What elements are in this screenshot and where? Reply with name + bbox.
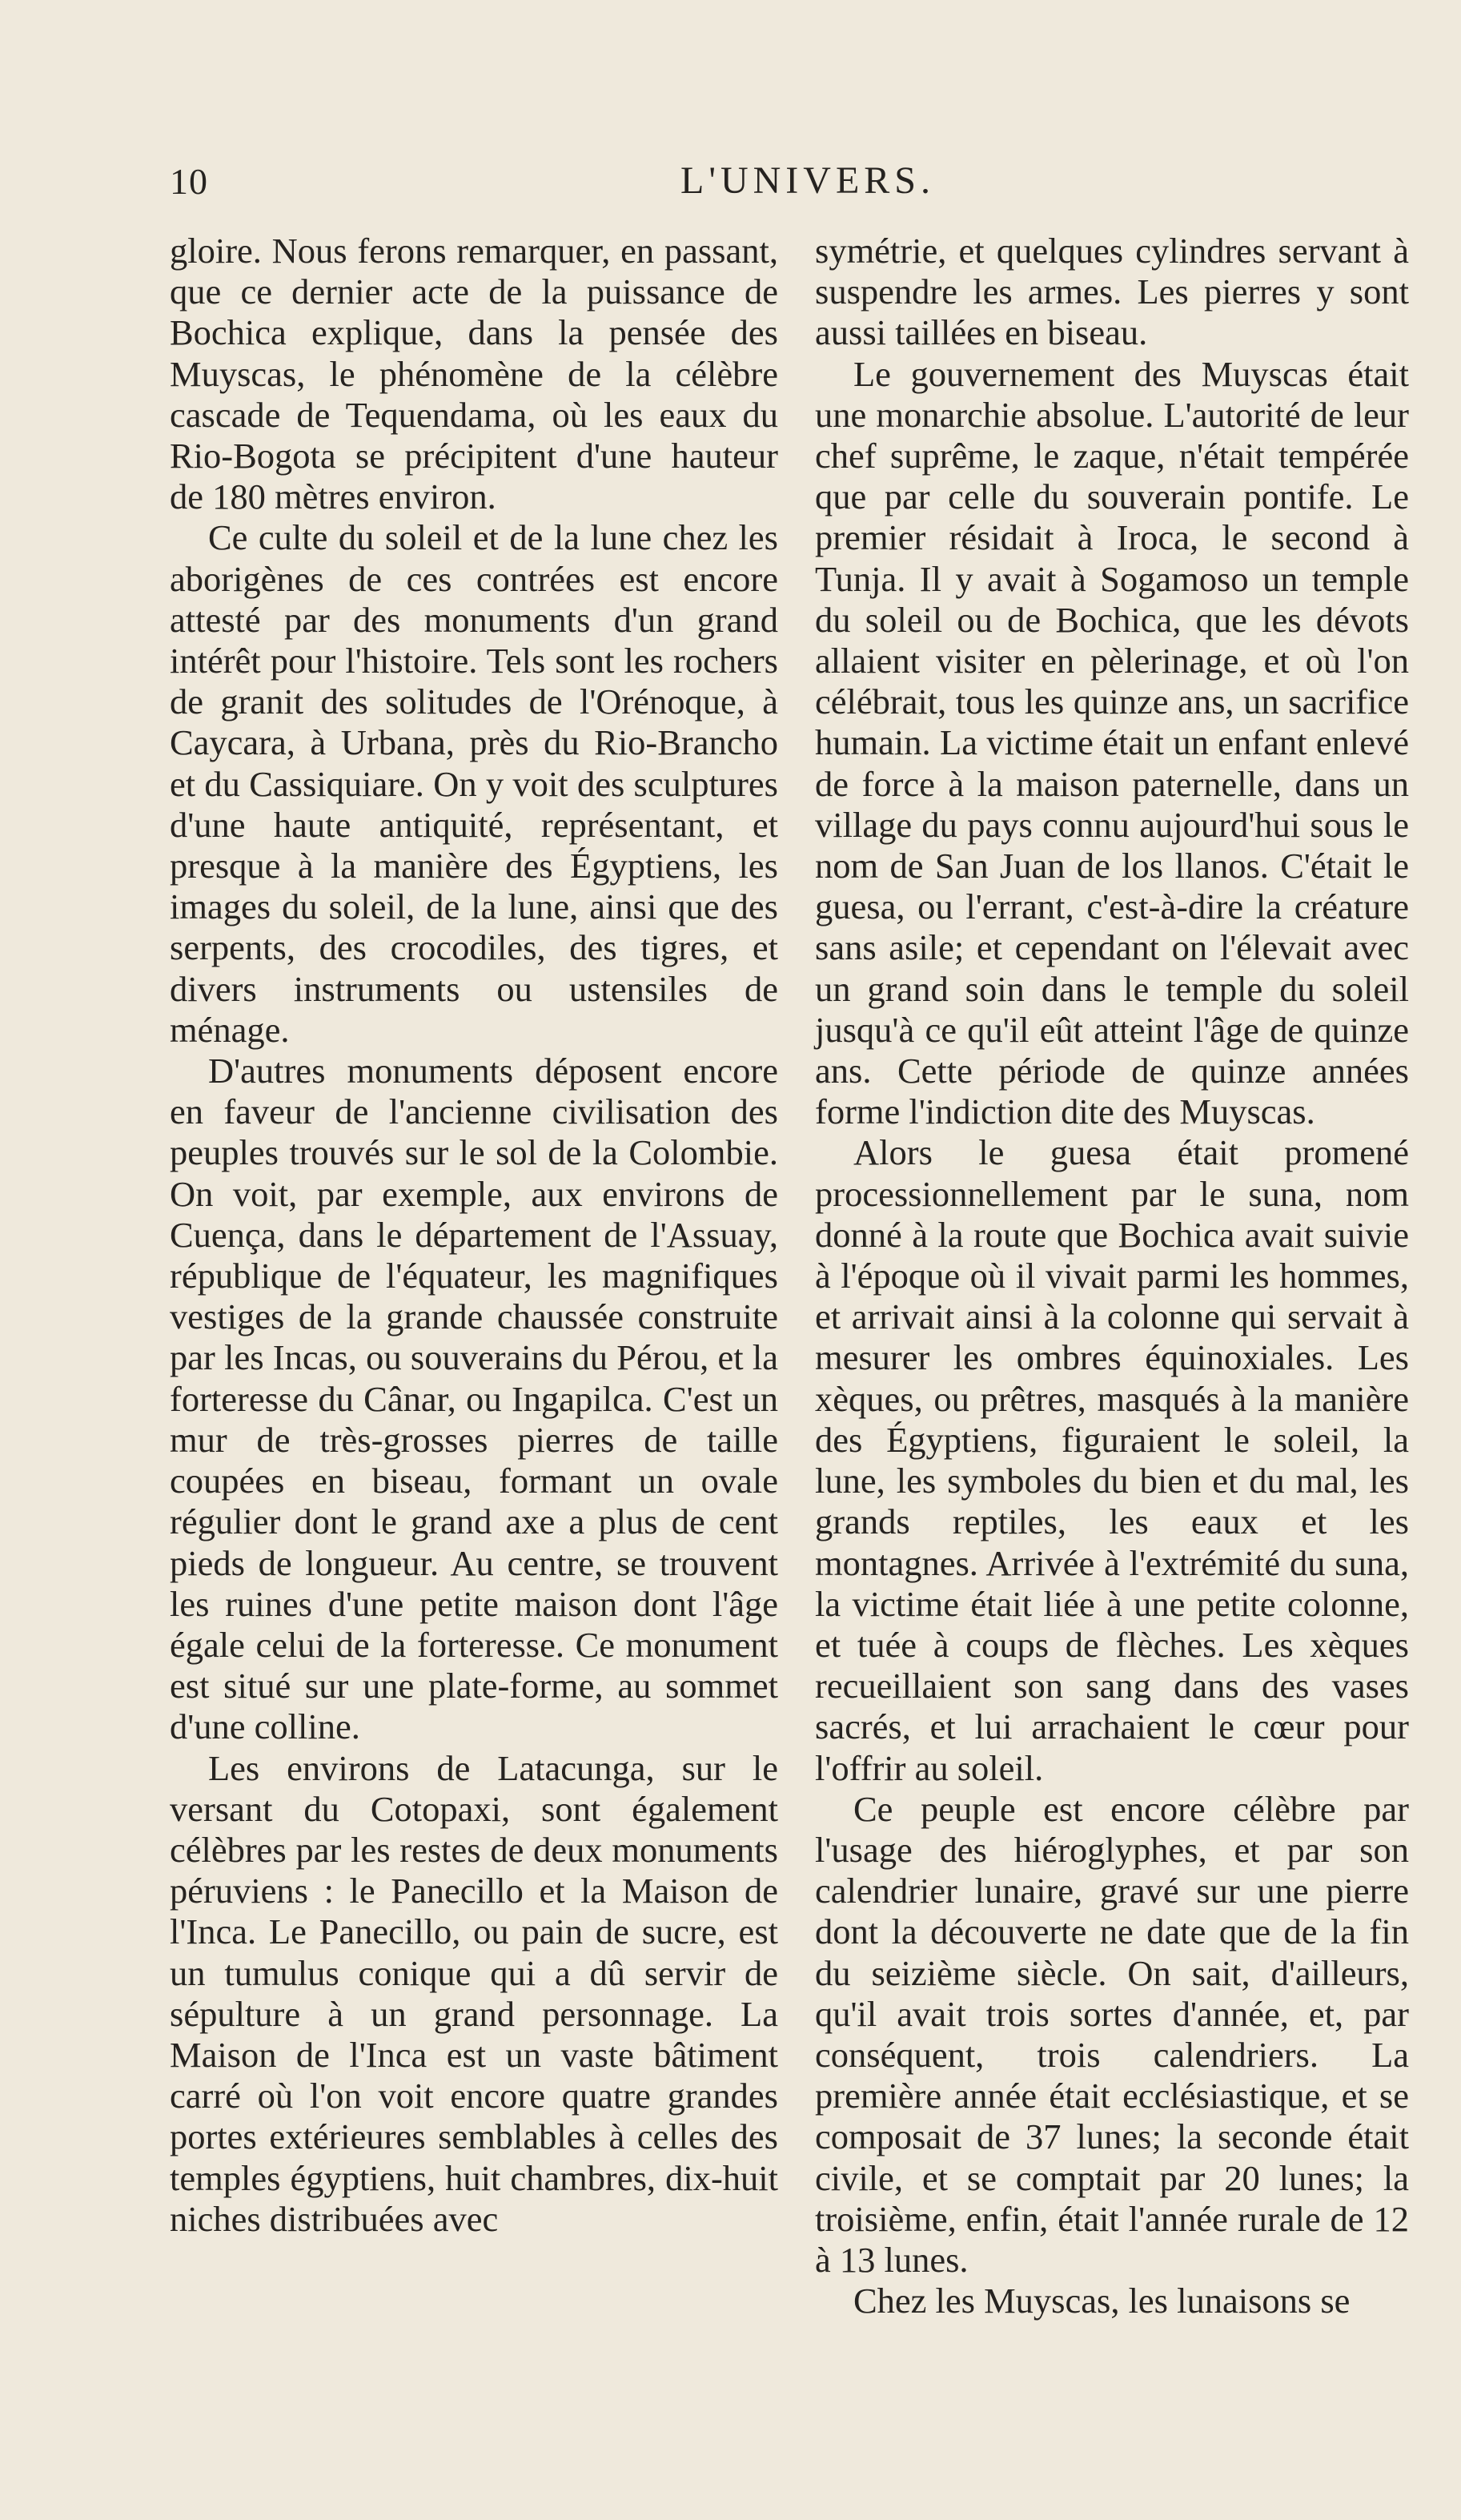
paragraph: gloire. Nous ferons remarquer, en passant, que ce dernier acte de la puissance de Bochica explique, dans la pensée des Muyscas, le phénomène de la célèbre cascade de Tequendama, où les eaux du Rio-Bogota se précipitent d'une hauteur de 180 mètres environ. [170, 231, 778, 517]
page-number: 10 [170, 161, 208, 202]
paragraph: Les environs de Latacunga, sur le versant du Cotopaxi, sont également célèbres par les restes de deux monuments péruviens : le Panecillo et la Maison de l'Inca. Le Panecillo, ou pain de sucre, est un tumulus conique qui a dû servir de sépulture à un grand personnage. La Maison de l'Inca est un vaste bâtiment carré où l'on voit encore quatre grandes portes extérieures semblables à celles des temples égyptiens, huit chambres, dix-huit niches distribuées avec [170, 1747, 778, 2239]
left-text-column [170, 231, 778, 2240]
paragraph: Alors le guesa était promené processionnellement par le suna, nom donné à la route que Bochica avait suivie à l'époque où il vivait parmi les hommes, et arrivait ainsi à la colonne qui servait à mesurer les ombres équinoxiales. Les xèques, ou prêtres, masqués à la manière des Égyptiens, figuraient le soleil, la lune, les symboles du bien et du mal, les grands reptiles, les eaux et les montagnes. Arrivée à l'extrémité du suna, la victime était liée à une petite colonne, et tuée à coups de flèches. Les xèques recueillaient son sang dans des vases sacrés, et lui arrachaient le cœur pour l'offrir au soleil. [815, 1132, 1409, 1788]
paragraph: D'autres monuments déposent encore en faveur de l'ancienne civilisation des peuples trouvés sur le sol de la Colombie. On voit, par exemple, aux environs de Cuença, dans le département de l'Assuay, république de l'équateur, les magnifiques vestiges de la grande chaussée construite par les Incas, ou souverains du Pérou, et la forteresse du Cânar, ou Ingapilca. C'est un mur de très-grosses pierres de taille coupées en biseau, formant un ovale régulier dont le grand axe a plus de cent pieds de longueur. Au centre, se trouvent les ruines d'une petite maison dont l'âge égale celui de la forteresse. Ce monument est situé sur une plate-forme, au sommet d'une colline. [170, 1051, 778, 1747]
paragraph: Ce culte du soleil et de la lune chez les aborigènes de ces contrées est encore attesté par des monuments d'un grand intérêt pour l'histoire. Tels sont les rochers de granit des solitudes de l'Orénoque, à Caycara, à Urbana, près du Rio-Brancho et du Cassiquiare. On y voit des sculptures d'une haute antiquité, représentant, et presque à la manière des Égyptiens, les images du soleil, de la lune, ainsi que des serpents, des crocodiles, des tigres, et divers instruments ou ustensiles de ménage. [170, 517, 778, 1050]
paragraph: Le gouvernement des Muyscas était une monarchie absolue. L'autorité de leur chef suprême, le zaque, n'était tempérée que par celle du souverain pontife. Le premier résidait à Iroca, le second à Tunja. Il y avait à Sogamoso un temple du soleil ou de Bochica, que les dévots allaient visiter en pèlerinage, et où l'on célébrait, tous les quinze ans, un sacrifice humain. La victime était un enfant enlevé de force à la maison paternelle, dans un village du pays connu aujourd'hui sous le nom de San Juan de los llanos. C'était le guesa, ou l'errant, c'est-à-dire la créature sans asile; et cependant on l'élevait avec un grand soin dans le temple du soleil jusqu'à ce qu'il eût atteint l'âge de quinze ans. Cette période de quinze années forme l'indiction dite des Muyscas. [815, 353, 1409, 1132]
paragraph: symétrie, et quelques cylindres servant à suspendre les armes. Les pierres y sont aussi taillées en biseau. [815, 231, 1409, 353]
paragraph: Ce peuple est encore célèbre par l'usage des hiéroglyphes, et par son calendrier lunaire, gravé sur une pierre dont la découverte ne date que de la fin du seizième siècle. On sait, d'ailleurs, qu'il avait trois sortes d'année, et, par conséquent, trois calendriers. La première année était ecclésiastique, et se composait de 37 lunes; la seconde était civile, et se comptait par 20 lunes; la troisième, enfin, était l'année rurale de 12 à 13 lunes. [815, 1788, 1409, 2280]
right-text-column [815, 231, 1409, 2321]
running-title: L'UNIVERS. [680, 159, 935, 202]
paragraph: Chez les Muyscas, les lunaisons se [853, 2281, 1351, 2321]
